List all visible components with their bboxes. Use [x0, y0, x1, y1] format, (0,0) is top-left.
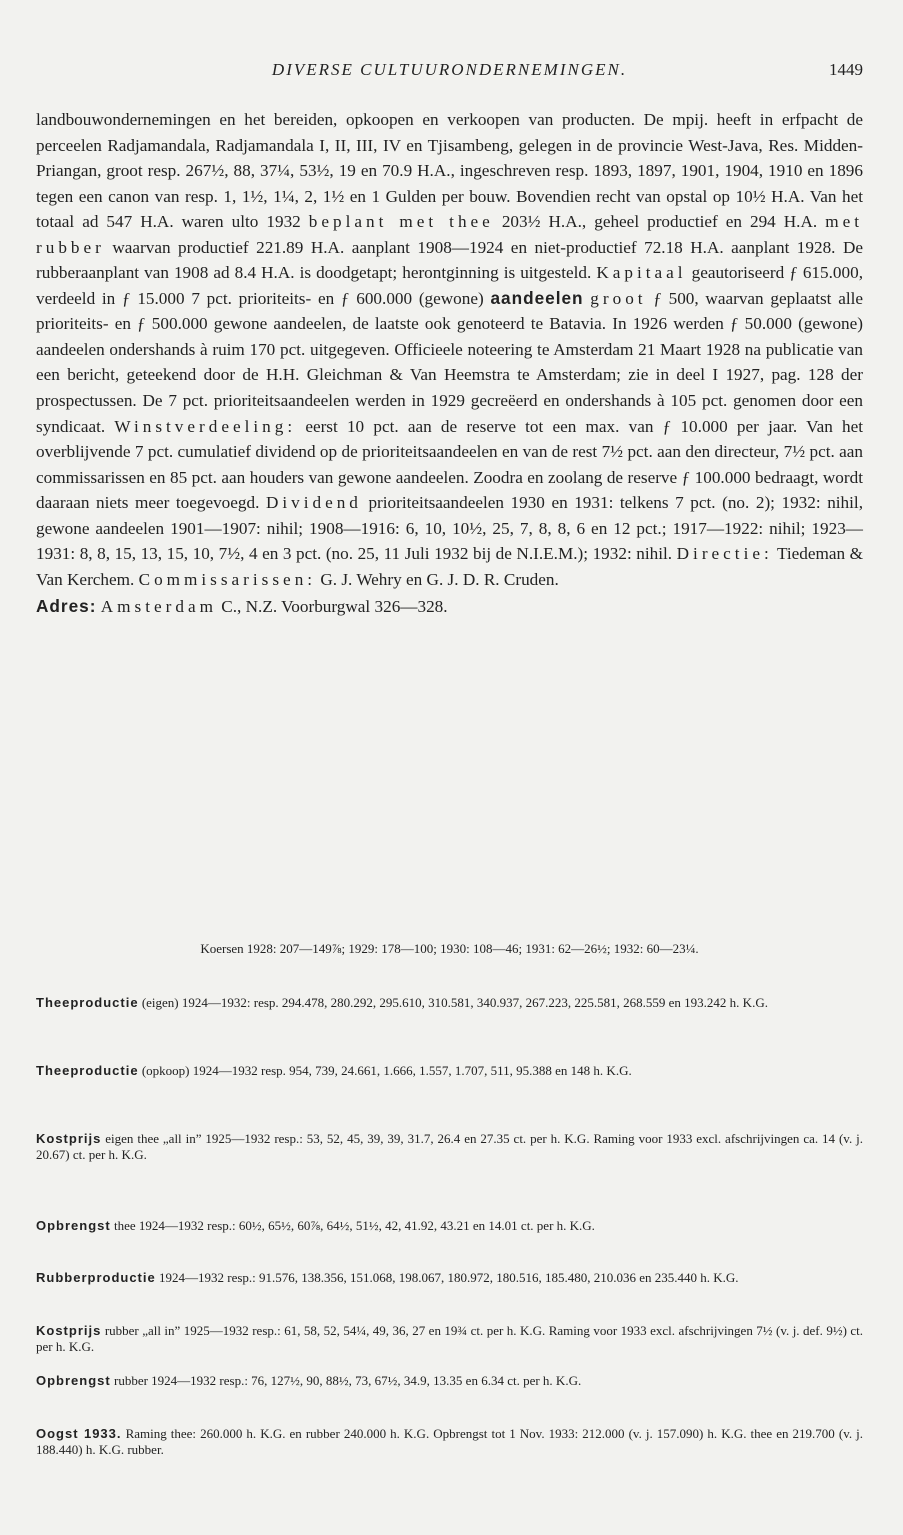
company-description [36, 107, 863, 620]
stat-label: Theeproductie [36, 1063, 139, 1078]
stat-label: Opbrengst [36, 1373, 111, 1388]
emphasis-commissarissen: Commissarissen: [138, 569, 317, 589]
address-street: C., N.Z. Voorburgwal 326—328. [221, 597, 448, 617]
address-city: Amsterdam [100, 597, 217, 617]
emphasis-directie: Directie: [676, 544, 773, 564]
stat-label: Opbrengst [36, 1218, 111, 1233]
text-run: ƒ 500, waarvan geplaatst alle prioriteits- en ƒ 500.000 gewone aandeelen, de laatste ook genoteerd te Batavia. In 1926 werden ƒ 50.000 (gewone) aandeelen ondershands à ruim 170 pct. uitgegeven. Officieele noteering te Amsterdam 21 Maart 1928 na publicatie van een bericht, geteekend door de H.H. Gleichman & Van Heemstra te Amsterdam; zie in deel I 1927, pag. 128 der prospectussen. De 7 pct. prioriteitsaandeelen werden in 1929 gecreëerd en ondershands à 105 pct. genomen door een syndicaat. [36, 288, 864, 436]
text-run: eerst 10 pct. aan de reserve tot een max. van ƒ 10.000 per jaar. Van het overblijvende 7 pct. cumulatief dividend op de prioriteitsaandeelen en van de rest 7½ pct. aan den directeur, 7½ pct. aan commissarissen en 85 pct. aan houders van gewone aandeelen. Zoodra en zoolang de reserve ƒ 100.000 bedraagt, wordt daaraan niets meer toegevoegd. [36, 416, 863, 513]
koersen-line: Koersen 1928: 207—149⅞; 1929: 178—100; 1930: 108—46; 1931: 62—26½; 1932: 60—23¼. [200, 941, 699, 956]
stat-text: 1924—1932 resp.: 91.576, 138.356, 151.068, 198.067, 180.972, 180.516, 185.480, 210.036 en 235.440 h. K.G. [158, 1270, 739, 1285]
text-run: landbouwondernemingen en het bereiden, opkoopen en verkoopen van producten. De mpij. heeft in erfpacht de perceelen Radjamandala, Radjamandala I, II, III, IV en Tjisambeng, gelegen in de provincie West-Java, Res. Midden-Priangan, groot resp. 267½, 88, 37¼, 53½, 19 en 70.9 H.A., ingeschreven resp. 1893, 1897, 1901, 1904, 1910 en 1896 tegen een canon van resp. 1, 1½, 1¼, 2, 1½ en 1 Gulden per bouw. Bovendien recht van opstal op 10½ H.A. Van het totaal ad 547 H.A. waren ulto 1932 [36, 110, 863, 232]
stat-text: Raming thee: 260.000 h. K.G. en rubber 240.000 h. K.G. Opbrengst tot 1 Nov. 1933: 212.000 (v. j. 157.090) h. K.G. thee en 219.700 (v. j. 188.440) h. K.G. rubber. [36, 1426, 864, 1457]
text-run: 203½ H.A., geheel productief en 294 H.A. [501, 212, 818, 232]
stat-block [36, 1131, 863, 1163]
page-number: 1449 [829, 60, 863, 79]
emphasis-met-rubber: met rubber [36, 212, 863, 257]
stat-label: Oogst 1933. [36, 1426, 122, 1441]
running-title: DIVERSE CULTUURONDERNEMINGEN. [271, 60, 628, 79]
page-header [36, 60, 863, 84]
text-run: prioriteitsaandeelen 1930 en 1931: telkens 7 pct. (no. 2); 1932: nihil, gewone aandeelen 1901—1907: nihil; 1908—1916: 6, 10, 10½, 25, 7, 8, 8, 6 en 12 pct.; 1917—1922: nihil; 1923—1931: 8, 8, 15, 13, 15, 10, 7½, 4 en 3 pct. (no. 25, 11 Juli 1932 bij de N.I.E.M.); 1932: nihil. [36, 493, 863, 564]
stat-text: rubber 1924—1932 resp.: 76, 127½, 90, 88½, 73, 67½, 34.9, 13.35 en 6.34 ct. per h. K.G. [113, 1373, 582, 1388]
stat-block [36, 1270, 863, 1286]
address-label: Adres: [36, 596, 97, 617]
stat-label: Kostprijs [36, 1323, 102, 1338]
stat-block [36, 1063, 863, 1079]
stat-block [36, 1323, 863, 1355]
text-run: G. J. Wehry en G. J. D. R. Cruden. [320, 569, 559, 589]
stat-text: (opkoop) 1924—1932 resp. 954, 739, 24.661, 1.666, 1.557, 1.707, 511, 95.388 en 148 h. K.G. [141, 1063, 632, 1078]
emphasis-winstverdeeling: Winstverdeeling: [114, 416, 297, 436]
stat-label: Kostprijs [36, 1131, 102, 1146]
stat-text: rubber „all in” 1925—1932 resp.: 61, 58, 52, 54¼, 49, 36, 27 en 19¾ ct. per h. K.G. Raming voor 1933 excl. afschrijvingen 7½ (v. j. def. 9½) ct. per h. K.G. [36, 1323, 863, 1354]
emphasis-groot: groot [590, 288, 647, 308]
stat-text: eigen thee „all in” 1925—1932 resp.: 53, 52, 45, 39, 39, 31.7, 26.4 en 27.35 ct. per h. K.G. Raming voor 1933 excl. afschrijvingen ca. 14 (v. j. 20.67) ct. per h. K.G. [36, 1131, 863, 1162]
heading-aandeelen: aandeelen [490, 287, 584, 308]
address-line [36, 594, 863, 620]
stat-text: (eigen) 1924—1932: resp. 294.478, 280.292, 295.610, 310.581, 340.937, 267.223, 225.581, 268.559 en 193.242 h. K.G. [141, 995, 768, 1010]
stat-block [36, 1426, 863, 1458]
stat-label: Theeproductie [36, 995, 139, 1010]
emphasis-beplant: beplant met thee [308, 212, 494, 232]
stat-block [36, 995, 863, 1011]
emphasis-dividend: Dividend [265, 493, 362, 513]
emphasis-kapitaal: Kapitaal [596, 263, 687, 283]
stat-label: Rubberproductie [36, 1270, 156, 1285]
text-run: geautoriseerd ƒ 615.000, verdeeld in ƒ 15.000 7 pct. prioriteits- en ƒ 600.000 (gewone) [36, 263, 863, 308]
stat-block [36, 1373, 863, 1389]
description-paragraph [36, 107, 863, 592]
stat-text: thee 1924—1932 resp.: 60½, 65½, 60⅞, 64½, 51½, 42, 41.92, 43.21 en 14.01 ct. per h. K.G. [113, 1218, 595, 1233]
text-run: Tiedeman & Van Kerchem. [36, 544, 864, 589]
text-run: waarvan productief 221.89 H.A. aanplant 1908—1924 en niet-productief 72.18 H.A. aanplant 1928. De rubberaanplant van 1908 ad 8.4 H.A. is doodgetapt; herontginning is uitgesteld. [36, 237, 863, 283]
stat-block [36, 1218, 863, 1234]
